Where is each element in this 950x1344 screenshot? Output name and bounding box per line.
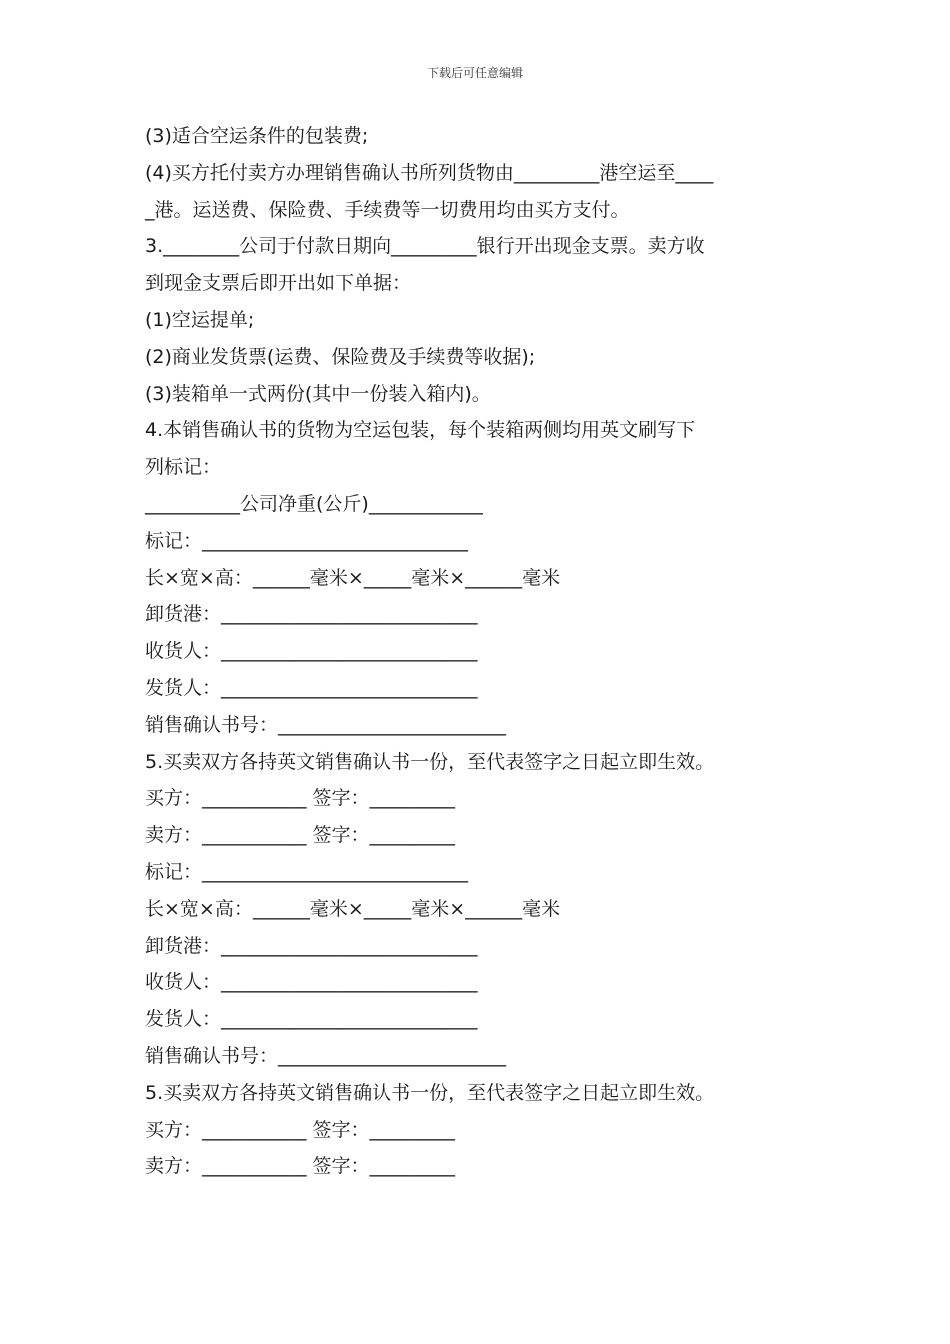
clause-5-effective: 5.买卖双方各持英文销售确认书一份，至代表签字之日起立即生效。	[145, 750, 715, 773]
dimensions-field: 长×宽×高：______毫米×_____毫米×______毫米	[145, 566, 561, 589]
port-of-discharge-field: 卸货港：___________________________	[145, 603, 478, 626]
buyer-signature-line-repeat: 买方：___________ 签字：_________	[145, 1118, 456, 1141]
mark-field-repeat: 标记：____________________________	[145, 860, 469, 883]
confirmation-number-field: 销售确认书号：________________________	[145, 713, 507, 736]
clause-3-3-packing-fee: (3)适合空运条件的包装费;	[145, 125, 369, 147]
seller-signature-line-repeat: 卖方：___________ 签字：_________	[145, 1155, 456, 1178]
consignee-field-repeat: 收货人：___________________________	[145, 971, 478, 994]
page-header: 下载后可任意编辑	[426, 66, 523, 80]
seller-signature-line: 卖方：___________ 签字：_________	[145, 824, 456, 847]
shipper-field-repeat: 发货人：___________________________	[145, 1008, 478, 1031]
doc-item-invoice: (2)商业发货票(运费、保险费及手续费等收据);	[145, 345, 536, 368]
consignee-field: 收货人：___________________________	[145, 640, 478, 663]
mark-company-net-weight: __________公司净重(公斤)____________	[145, 492, 483, 515]
shipper-field: 发货人：___________________________	[145, 676, 478, 699]
clause-3-cheque: 3.________公司于付款日期向_________银行开出现金支票。卖方收	[145, 235, 705, 258]
dimensions-field-repeat: 长×宽×高：______毫米×_____毫米×______毫米	[145, 897, 561, 920]
doc-item-packing-list: (3)装箱单一式两份(其中一份装入箱内)。	[145, 382, 491, 405]
clause-3-cheque-cont: 到现金支票后即开出如下单据：	[145, 272, 412, 295]
clause-3-4-air-freight-cont: _港。运送费、保险费、手续费等一切费用均由买方支付。	[145, 198, 630, 221]
clause-5-effective-repeat: 5.买卖双方各持英文销售确认书一份，至代表签字之日起立即生效。	[145, 1081, 715, 1104]
clause-4-packing-cont: 列标记：	[145, 456, 222, 479]
confirmation-number-field-repeat: 销售确认书号：________________________	[145, 1044, 507, 1067]
clause-3-4-air-freight: (4)买方托付卖方办理销售确认书所列货物由_________港空运至____	[145, 161, 714, 184]
doc-item-air-waybill: (1)空运提单;	[145, 308, 255, 331]
port-of-discharge-field-repeat: 卸货港：___________________________	[145, 934, 478, 957]
document-body	[145, 118, 815, 1185]
buyer-signature-line: 买方：___________ 签字：_________	[145, 787, 456, 810]
mark-field: 标记：____________________________	[145, 529, 469, 552]
clause-4-packing: 4.本销售确认书的货物为空运包装，每个装箱两侧均用英文刷写下	[145, 419, 696, 442]
